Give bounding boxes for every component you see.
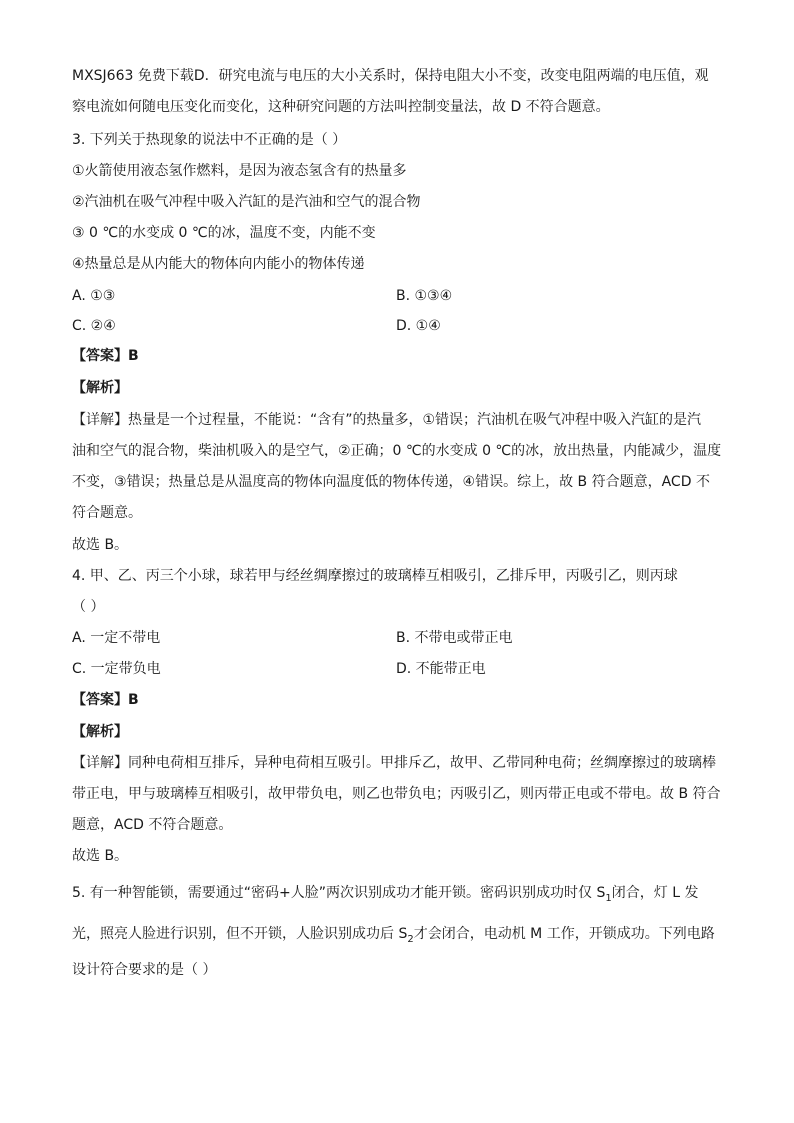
q3-stem: 3. 下列关于热现象的说法中不正确的是（ ） [72,132,347,148]
q4-choose: 故选 B。 [72,848,129,864]
q4-detail-line-3: 题意，ACD 不符合题意。 [72,817,233,833]
q3-statement-1: ①火箭使用液态氢作燃料，是因为液态氢含有的热量多 [72,163,407,179]
q5-stem-line-2-text-end: 才会闭合，电动机 M 工作，开锁成功。下列电路 [413,926,715,942]
prev-explanation-line-2: 察电流如何随电压变化而变化，这种研究问题的方法叫控制变量法，故 D 不符合题意。 [72,99,610,115]
q5-stem-line-2-text: 光，照亮人脸进行识别，但不开锁，人脸识别成功后 S [72,926,408,942]
q4-answer: 【答案】B [72,692,139,708]
q5-stem-line-3: 设计符合要求的是（ ） [72,962,217,978]
q3-statement-4: ④热量总是从内能大的物体向内能小的物体传递 [72,256,365,272]
q4-analysis-heading: 【解析】 [72,724,128,740]
q3-detail-line-4: 符合题意。 [72,505,142,521]
q5-stem-line-2 [72,924,715,950]
q5-stem-line-1 [72,883,698,909]
q4-option-d: D. 不能带正电 [396,661,486,677]
q4-stem-line-1: 4. 甲、乙、丙三个小球，球若甲与经丝绸摩擦过的玻璃棒互相吸引，乙排斥甲，丙吸引乙，则丙球 [72,568,678,584]
q3-choose: 故选 B。 [72,537,129,553]
q3-option-d: D. ①④ [396,318,441,334]
switch-s1-subscript: 1 [605,892,612,904]
switch-s2-subscript: 2 [407,933,414,945]
q5-stem-line-1-text-end: 闭合，灯 L 发 [611,885,699,901]
q3-option-b: B. ①③④ [396,288,453,304]
q4-option-b: B. 不带电或带正电 [396,630,513,646]
q3-detail-line-2: 油和空气的混合物，柴油机吸入的是空气，②正确；0 ℃的水变成 0 ℃的冰，放出热量，内能减少，温度 [72,443,722,459]
q4-option-c: C. 一定带负电 [72,661,161,677]
q3-statement-2: ②汽油机在吸气冲程中吸入汽缸的是汽油和空气的混合物 [72,194,421,210]
q4-option-a: A. 一定不带电 [72,630,161,646]
q3-detail-line-3: 不变，③错误；热量总是从温度高的物体向温度低的物体传递，④错误。综上，故 B 符合题意，ACD 不 [72,474,710,490]
q4-detail-line-2: 带正电，甲与玻璃棒互相吸引，故甲带负电，则乙也带负电；丙吸引乙，则丙带正电或不带电。故 B 符合 [72,786,721,802]
q5-stem-line-1-text: 5. 有一种智能锁，需要通过“密码+人脸”两次识别成功才能开锁。密码识别成功时仅 S [72,885,606,901]
q3-detail-line-1: 【详解】热量是一个过程量，不能说：“含有”的热量多，①错误；汽油机在吸气冲程中吸入汽缸的是汽 [72,412,702,428]
q4-detail-line-1: 【详解】同种电荷相互排斥，异种电荷相互吸引。甲排斥乙，故甲、乙带同种电荷；丝绸摩擦过的玻璃棒 [72,755,716,771]
q3-statement-3: ③ 0 ℃的水变成 0 ℃的冰，温度不变，内能不变 [72,225,376,241]
q4-stem-line-2: （ ） [72,599,105,615]
q3-option-a: A. ①③ [72,288,116,304]
q3-answer: 【答案】B [72,348,139,364]
q3-option-c: C. ②④ [72,318,116,334]
prev-explanation-line-1: MXSJ663 免费下载D．研究电流与电压的大小关系时，保持电阻大小不变，改变电阻两端的电压值，观 [72,68,709,84]
q3-analysis-heading: 【解析】 [72,380,128,396]
